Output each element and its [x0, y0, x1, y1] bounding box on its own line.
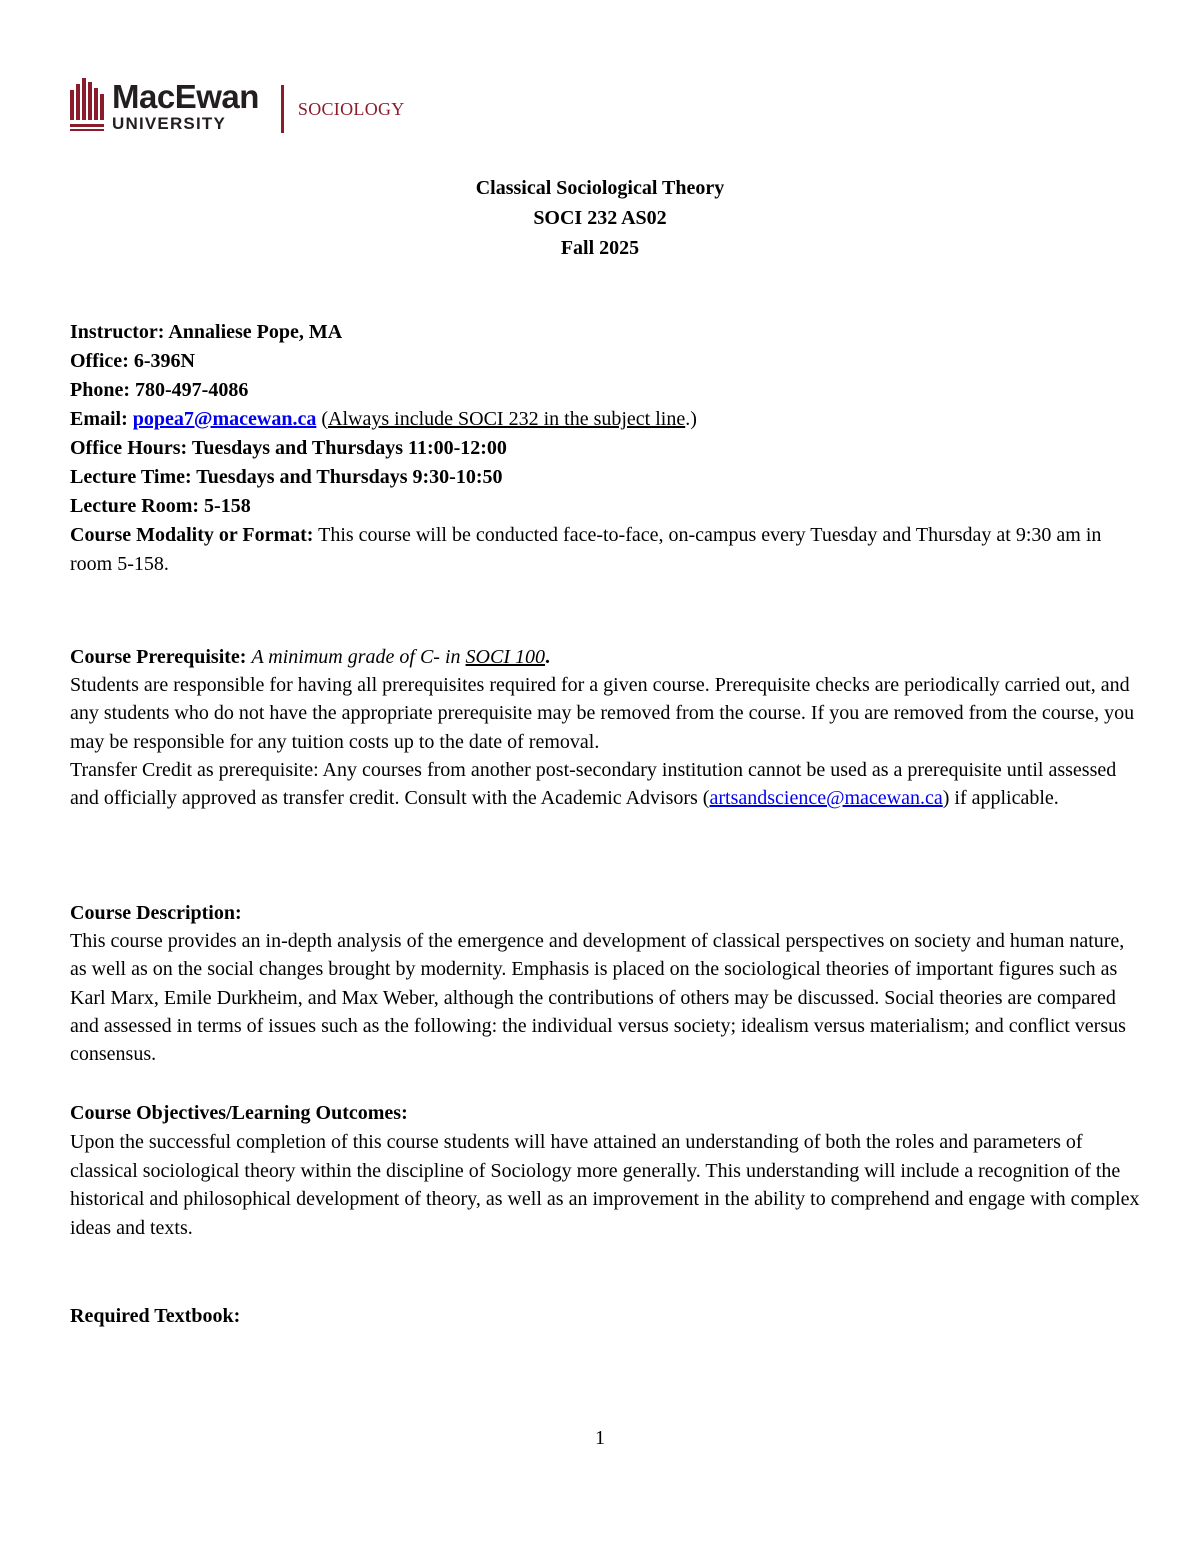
office-hours-value: Tuesdays and Thursdays 11:00-12:00: [191, 437, 507, 459]
prerequisite-section: [70, 643, 1140, 812]
logo-university: UNIVERSITY: [112, 114, 227, 133]
office-value: 6-396N: [133, 350, 195, 372]
modality-label: Course Modality or Format:: [70, 524, 314, 546]
office-line: [70, 347, 1140, 376]
office-label: Office:: [70, 350, 129, 372]
lecture-time-line: [70, 463, 1140, 492]
logo-wordmark: [112, 80, 259, 134]
office-hours-label: Office Hours:: [70, 437, 188, 459]
course-description-heading: Course Description:: [70, 902, 242, 924]
instructor-info: [70, 318, 1140, 579]
page-number: 1: [595, 1427, 605, 1449]
course-objectives-heading: Course Objectives/Learning Outcomes:: [70, 1102, 408, 1124]
instructor-line: [70, 318, 1140, 347]
department-name: SOCIOLOGY: [297, 98, 405, 119]
logo-name: MacEwan: [112, 78, 259, 115]
modality-line: [70, 521, 1140, 579]
instructor-label: Instructor:: [70, 321, 165, 343]
prerequisite-period: .: [544, 646, 550, 668]
modality-value: This course will be conducted face-to-face, on-campus every Tuesday and Thursday at 9:30 am in room 5-158.: [70, 524, 1102, 575]
course-description-text: This course provides an in-depth analysis of the emergence and development of classical perspectives on society and human nature, as well as on the social changes brought by modernity. Emphasis is placed on the sociological theories of important figures such as Karl Marx, Emile Durkheim, and Max Weber, although the contributions of others may be discussed. Social theories are compared and assessed in terms of issues such as the following: the individual versus society; idealism versus materialism; and conflict versus consensus.: [70, 930, 1126, 1066]
course-name: Classical Sociological Theory: [475, 177, 725, 199]
office-hours-line: [70, 434, 1140, 463]
phone-value: 780-497-4086: [135, 379, 249, 401]
email-note: Always include SOCI 232 in the subject line: [328, 408, 686, 430]
lecture-time-value: Tuesdays and Thursdays 9:30-10:50: [196, 466, 503, 488]
required-textbook-heading: Required Textbook:: [70, 1305, 241, 1327]
macewan-logo-mark-icon: [70, 78, 104, 136]
prerequisite-paragraph: Students are responsible for having all prerequisites required for a given course. Prerequisite checks are periodically carried out, and any students who do not have the appropriate prerequisite may be removed from the course. If you are removed from the course, you may be responsible for any tuition costs up to the date of removal.: [70, 674, 1135, 753]
course-term: Fall 2025: [560, 237, 640, 259]
email-line: [70, 405, 1140, 434]
email-note-close: .): [685, 408, 697, 430]
phone-label: Phone:: [70, 379, 130, 401]
lecture-room-label: Lecture Room:: [70, 495, 200, 517]
course-description-section: [70, 899, 1140, 1068]
prerequisite-line: [70, 643, 1140, 671]
advisor-email-link[interactable]: artsandscience@macewan.ca: [709, 787, 943, 810]
course-title-block: [0, 173, 1200, 263]
lecture-room-value: 5-158: [204, 495, 251, 517]
university-logo: [70, 72, 405, 142]
lecture-time-label: Lecture Time:: [70, 466, 192, 488]
email-label: Email:: [70, 408, 128, 430]
course-code: SOCI 232 AS02: [533, 207, 667, 229]
lecture-room-line: [70, 492, 1140, 521]
transfer-credit-text: Transfer Credit as prerequisite: Any courses from another post-secondary institution cannot be used as a prerequisite until assessed and officially approved as transfer credit. Consult with the Academic Advisors (: [70, 758, 1117, 810]
phone-line: [70, 376, 1140, 405]
prerequisite-label: Course Prerequisite:: [70, 646, 247, 668]
transfer-credit-end: ) if applicable.: [942, 787, 1059, 810]
course-objectives-section: [70, 1099, 1140, 1243]
transfer-credit-paragraph: [70, 756, 1140, 812]
instructor-value: Annaliese Pope, MA: [168, 321, 343, 343]
logo-divider: [281, 85, 284, 133]
required-textbook-section: [70, 1302, 1140, 1331]
prerequisite-value: A minimum grade of C- in: [251, 646, 461, 668]
course-objectives-text: Upon the successful completion of this course students will have attained an understanding of both the roles and parameters of classical sociological theory within the discipline of Sociology more generally. This understanding will include a recognition of the historical and philosophical development of theory, as well as an improvement in the ability to comprehend and engage with complex ideas and texts.: [70, 1130, 1140, 1240]
email-note-open: (: [321, 408, 329, 430]
soci-100-link[interactable]: SOCI 100: [465, 646, 545, 668]
instructor-email-link[interactable]: popea7@macewan.ca: [132, 408, 317, 430]
